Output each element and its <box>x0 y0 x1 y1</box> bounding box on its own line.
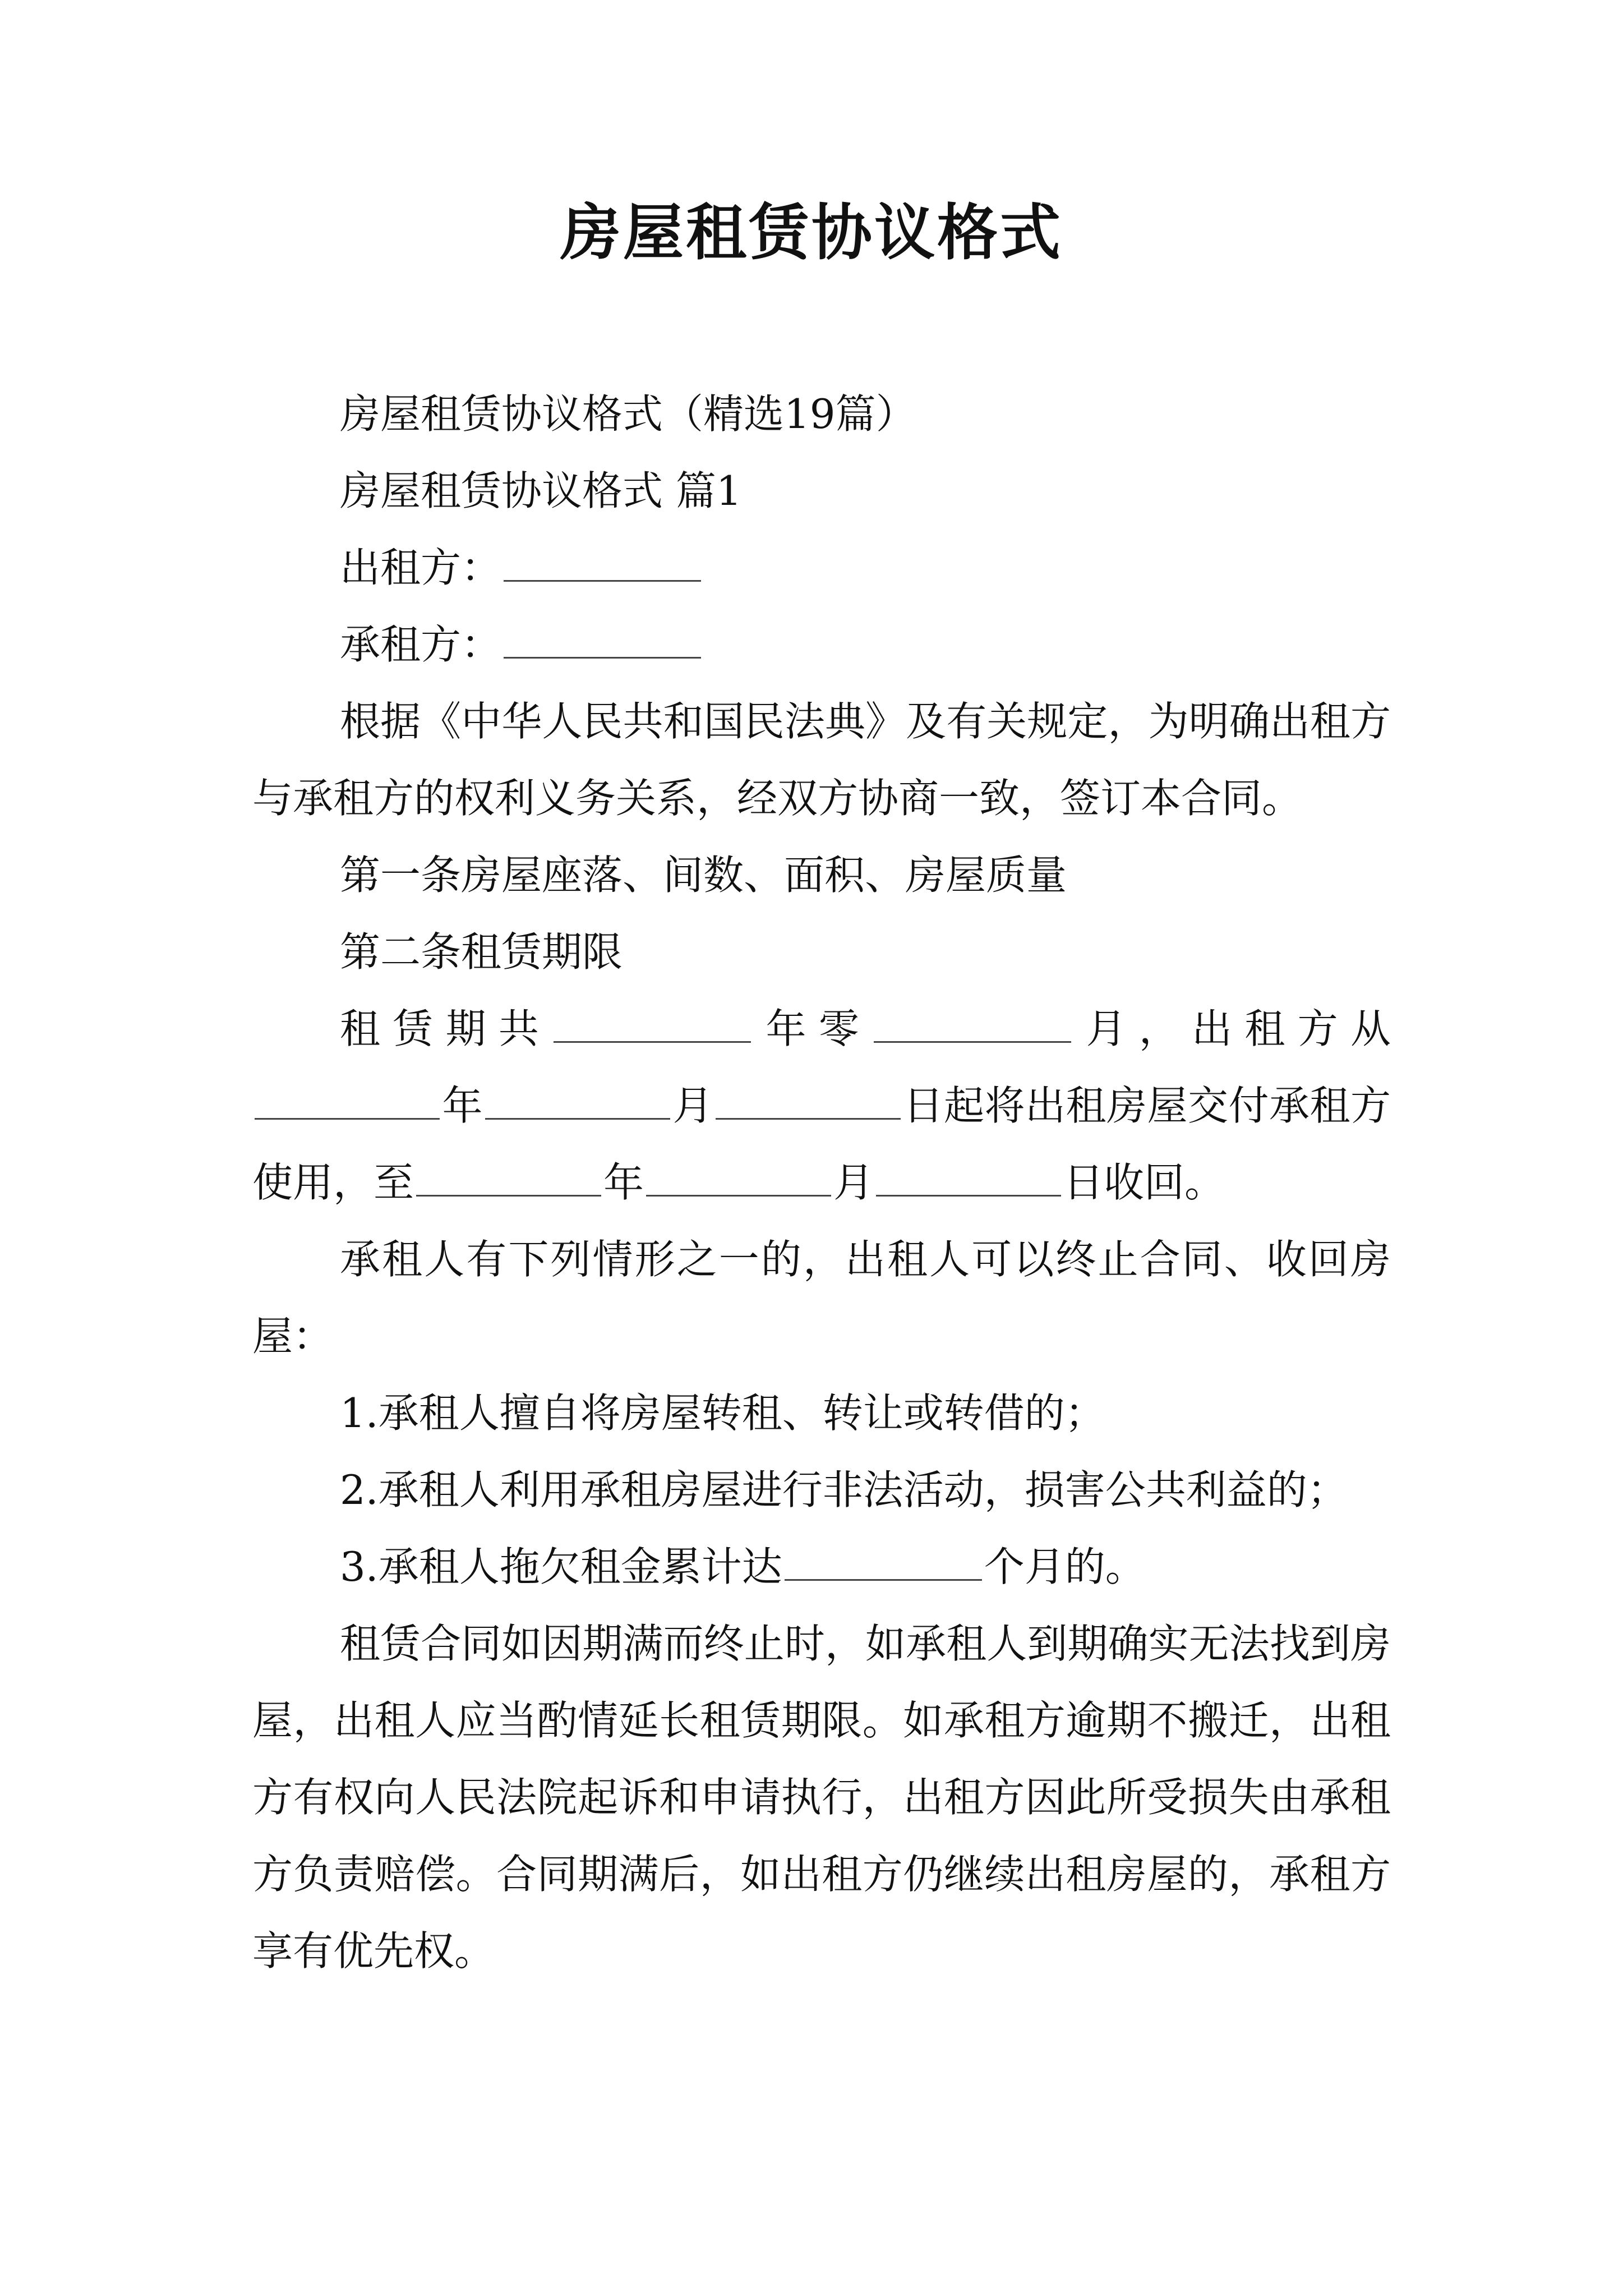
paragraph-termination-conditions: 承租人有下列情形之一的，出租人可以终止合同、收回房屋： <box>252 1236 1391 1360</box>
paragraph-subtitle: 房屋租赁协议格式（精选19篇） <box>340 390 916 438</box>
lease-years-blank <box>554 1041 751 1043</box>
lease-term-text-b: 年零 <box>753 1005 872 1052</box>
paragraph-lessor <box>252 530 1391 606</box>
lease-term-text-h: 月 <box>833 1159 874 1206</box>
paragraph-condition-1: 1.承租人擅自将房屋转租、转让或转借的； <box>340 1389 1105 1437</box>
paragraph-lease-term <box>252 991 1391 1221</box>
lessor-blank <box>504 579 701 582</box>
condition-3-text-b: 个月的。 <box>984 1543 1146 1590</box>
document-body <box>252 376 1391 1990</box>
end-month-blank <box>646 1194 831 1197</box>
end-year-blank <box>416 1194 601 1197</box>
paragraph-condition-3 <box>252 1529 1391 1605</box>
lessee-blank <box>504 656 701 659</box>
lease-term-text-e: 月 <box>672 1082 713 1129</box>
paragraph-article-2: 第二条租赁期限 <box>340 928 623 976</box>
lessee-label: 承租方： <box>340 621 502 668</box>
lease-term-text-d: 年 <box>442 1082 483 1129</box>
paragraph-lessee <box>252 606 1391 683</box>
lease-months-blank <box>874 1041 1071 1043</box>
lease-term-text-c: 月，出租方从 <box>1073 1005 1391 1052</box>
start-day-blank <box>716 1117 901 1120</box>
arrears-months-blank <box>785 1579 982 1581</box>
start-month-blank <box>485 1117 670 1120</box>
paragraph-section-heading: 房屋租赁协议格式 篇1 <box>340 467 742 514</box>
start-year-blank <box>255 1117 440 1120</box>
lessor-label: 出租方： <box>340 544 502 591</box>
lease-term-text-i: 日收回。 <box>1063 1159 1225 1206</box>
paragraph-condition-2: 2.承租人利用承租房屋进行非法活动，损害公共利益的； <box>340 1466 1348 1513</box>
paragraph-expiry: 租赁合同如因期满而终止时，如承租人到期确实无法找到房屋，出租人应当酌情延长租赁期限。如承租方逾期不搬迁，出租方有权向人民法院起诉和申请执行，出租方因此所受损失由承租方负责赔偿。合同期满后，如出租方仍继续出租房屋的，承租方享有优先权。 <box>252 1620 1391 1975</box>
lease-term-text-f: 日起将出租房屋交付承租方使用，至 <box>252 1082 1391 1206</box>
paragraph-preamble: 根据《中华人民共和国民法典》及有关规定，为明确出租方与承租方的权利义务关系，经双方协商一致，签订本合同。 <box>252 698 1391 822</box>
lease-term-text-a: 租赁期共 <box>340 1005 552 1052</box>
end-day-blank <box>876 1194 1061 1197</box>
lease-term-text-g: 年 <box>603 1159 644 1206</box>
condition-3-text-a: 3.承租人拖欠租金累计达 <box>340 1543 782 1590</box>
document-title: 房屋租赁协议格式 <box>560 197 1063 268</box>
paragraph-article-1: 第一条房屋座落、间数、面积、房屋质量 <box>340 852 1067 899</box>
